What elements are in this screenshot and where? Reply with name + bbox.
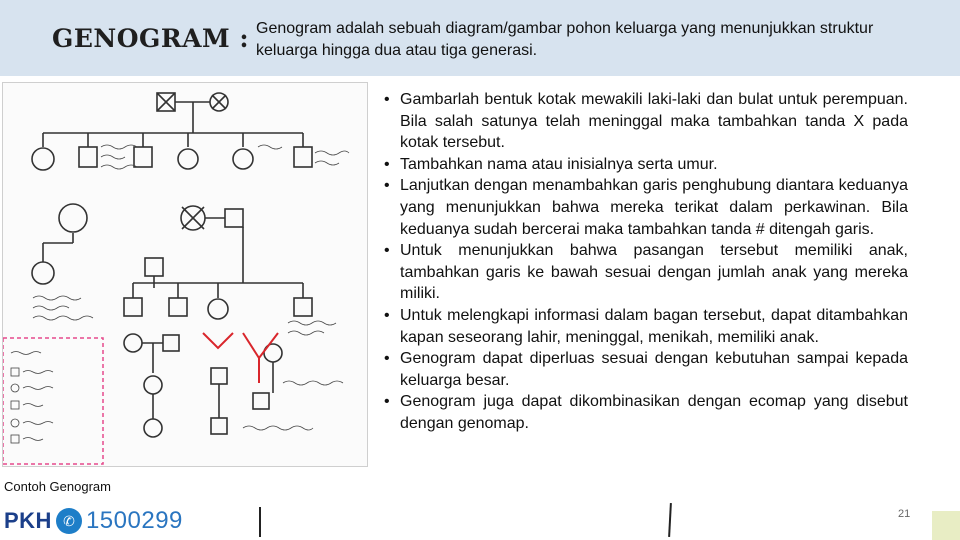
page-title: GENOGRAM : — [52, 24, 250, 53]
bullet-list — [384, 89, 908, 435]
page-number: 21 — [898, 508, 911, 520]
divider-line — [668, 503, 672, 537]
bullet-item: • Genogram dapat diperluas sesuai dengan kebutuhan sampai kepada keluarga besar. — [384, 348, 908, 391]
phone-icon: ✆ — [56, 508, 82, 534]
bullet-item: • Genogram juga dapat dikombinasikan dengan ecomap yang disebut dengan genomap. — [384, 391, 908, 434]
genogram-drawing — [3, 83, 367, 466]
bullet-item: • Gambarlah bentuk kotak mewakili laki-laki dan bulat untuk perempuan. Bila salah satunya telah meninggal maka tambahkan tanda X pada kotak tersebut. — [384, 89, 908, 154]
bullet-item: • Untuk melengkapi informasi dalam bagan tersebut, dapat ditambahkan kapan seseorang lahir, meninggal, menikah, memiliki anak. — [384, 305, 908, 348]
logo-number: 1500299 — [85, 507, 183, 534]
genogram-image — [2, 82, 368, 467]
bullet-item: • Tambahkan nama atau inisialnya serta umur. — [384, 154, 908, 176]
pkh-logo — [4, 504, 183, 538]
bullet-item: • Untuk menunjukkan bahwa pasangan tersebut memiliki anak, tambahkan garis ke bawah sesuai dengan jumlah anak yang mereka miliki. — [384, 240, 908, 305]
divider-line — [259, 507, 261, 537]
logo-text: PKH — [4, 508, 52, 533]
header-description: Genogram adalah sebuah diagram/gambar pohon keluarga yang menunjukkan struktur keluarga hingga dua atau tiga generasi. — [256, 20, 874, 59]
figure-caption: Contoh Genogram — [4, 479, 111, 494]
bullet-item: • Lanjutkan dengan menambahkan garis penghubung diantara keduanya yang menunjukkan bahwa mereka terikat dalam perkawinan. Bila keduanya sudah bercerai maka tambahkan tanda # ditengah garis. — [384, 175, 908, 240]
corner-accent — [932, 511, 960, 540]
